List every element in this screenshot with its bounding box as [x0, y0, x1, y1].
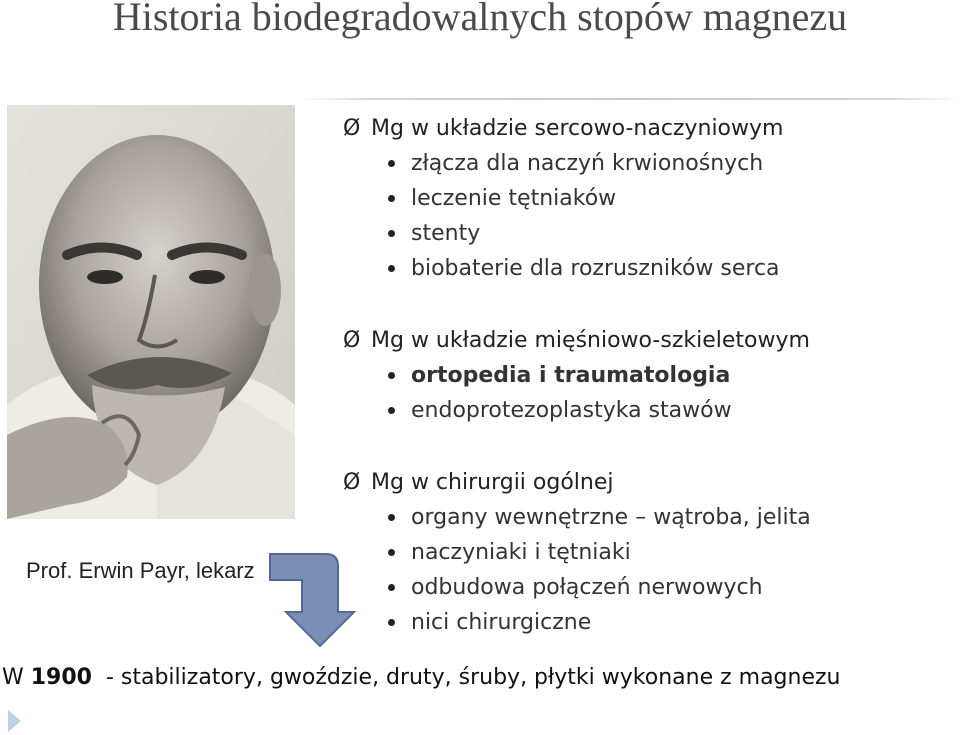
list-item [343, 605, 811, 640]
footer-prefix: W [2, 665, 31, 690]
portrait-photo [7, 105, 295, 519]
list-item [343, 181, 783, 216]
footer-note [2, 662, 957, 694]
list-item-text: odbudowa połączeń nerwowych [411, 575, 763, 600]
list-item [343, 216, 783, 251]
bullet-icon [388, 584, 395, 591]
section-heading-text: Mg w układzie mięśniowo-szkieletowym [371, 328, 810, 353]
arrow-bullet-icon: Ø [343, 328, 361, 353]
list-item [343, 393, 810, 428]
section-general-surgery [343, 466, 811, 640]
section-heading-text: Mg w układzie sercowo-naczyniowym [371, 116, 784, 141]
bullet-icon [388, 230, 395, 237]
list-item [343, 358, 810, 393]
list-item-text: biobaterie dla rozruszników serca [411, 256, 780, 281]
list-item-text: nici chirurgiczne [411, 610, 592, 635]
list-item-text: organy wewnętrzne – wątroba, jelita [411, 505, 811, 530]
arrow-bullet-icon: Ø [343, 116, 361, 141]
title-divider [300, 98, 960, 100]
footer-text: - stabilizatory, gwoździe, druty, śruby, płytki wykonane z magnezu [91, 665, 841, 690]
arrow-bullet-icon: Ø [343, 470, 361, 495]
slide-nav-triangle-icon[interactable] [8, 710, 21, 732]
list-item-text: stenty [411, 221, 481, 246]
list-item [343, 570, 811, 605]
section-musculoskeletal [343, 324, 810, 428]
bullet-icon [388, 372, 395, 379]
section-heading [343, 112, 783, 146]
list-item [343, 535, 811, 570]
list-item-text: złącza dla naczyń krwionośnych [411, 151, 764, 176]
footer-year: 1900 [30, 665, 92, 690]
list-item [343, 146, 783, 181]
list-item-text: ortopedia i traumatologia [411, 363, 731, 388]
bullet-icon [388, 514, 395, 521]
bullet-icon [388, 265, 395, 272]
section-heading [343, 324, 810, 358]
list-item-text: leczenie tętniaków [411, 186, 617, 211]
slide-title: Historia biodegradowalnych stopów magnezu [112, 0, 848, 39]
section-cardiovascular [343, 112, 783, 286]
bullet-icon [388, 160, 395, 167]
section-heading-text: Mg w chirurgii ogólnej [371, 470, 614, 495]
portrait-caption: Prof. Erwin Payr, lekarz [26, 558, 255, 583]
section-heading [343, 466, 811, 500]
bullet-icon [388, 619, 395, 626]
portrait-illustration [7, 105, 295, 519]
bullet-icon [388, 195, 395, 202]
list-item [343, 251, 783, 286]
list-item-text: naczyniaki i tętniaki [411, 540, 631, 565]
bullet-icon [388, 407, 395, 414]
list-item [343, 500, 811, 535]
bullet-icon [388, 549, 395, 556]
list-item-text: endoprotezoplastyka stawów [411, 398, 732, 423]
